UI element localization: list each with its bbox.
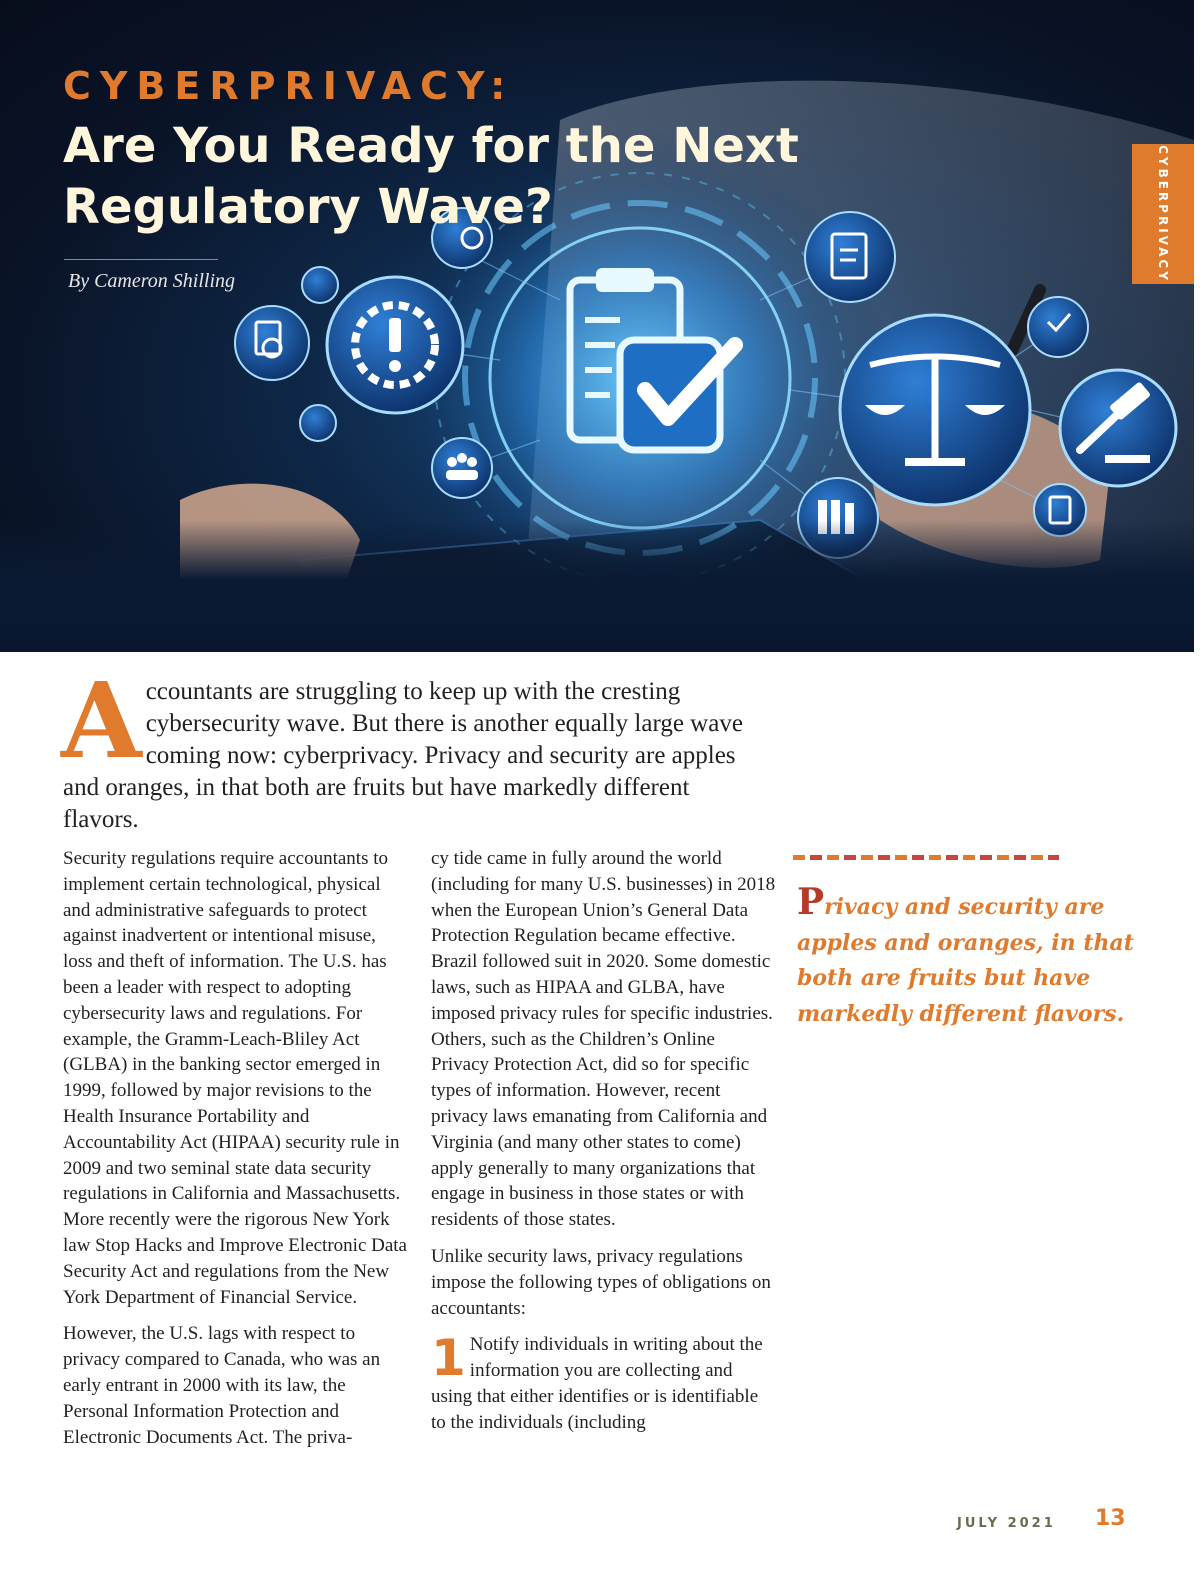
byline-divider — [64, 259, 218, 260]
lead-dropcap: A — [61, 659, 142, 782]
item-text: Notify individuals in writing about the information you are collecting and using that either identifies or is identifiable to the individuals (including — [431, 1334, 763, 1433]
hero-image — [0, 0, 1194, 652]
city-lights — [0, 520, 1194, 652]
lead-paragraph — [61, 659, 753, 836]
body-paragraph: Unlike security laws, privacy regulations impose the following types of obligations on accountants: — [431, 1245, 771, 1319]
pull-quote-cap: P — [797, 881, 825, 923]
gavel-icon — [1060, 370, 1176, 486]
article-kicker: CYBERPRIVACY: — [63, 64, 515, 108]
section-tab-label: CYBERPRIVACY — [1156, 145, 1170, 283]
byline: By Cameron Shilling — [68, 270, 236, 292]
section-tab — [1132, 144, 1194, 284]
hand-check-icon — [1028, 297, 1088, 357]
body-column-1 — [63, 846, 409, 1461]
article-headline: Are You Ready for the Next Regulatory Wave? — [63, 118, 799, 235]
gear-alert-icon — [327, 277, 463, 413]
shield-check-icon — [302, 267, 338, 303]
pull-quote-text: rivacy and security are apples and oranges, in that both are fruits but have markedly different flavors. — [797, 894, 1134, 1027]
checklist-icon — [300, 405, 336, 441]
item-number: 1 — [431, 1329, 466, 1388]
pull-quote — [797, 881, 1137, 1032]
page-number: 13 — [1095, 1506, 1126, 1531]
numbered-item — [431, 1329, 777, 1435]
document-search-icon — [235, 306, 309, 380]
pull-quote-divider — [793, 855, 1059, 860]
issue-date: JULY 2021 — [957, 1516, 1056, 1531]
body-paragraph: Security regulations require accountants to implement certain technological, physical and administrative safeguards to protect against inadvertent or intentional misuse, loss and theft of information. The U.S. has been a leader with respect to adopting cybersecurity laws and regulations. For example, the Gramm-Leach-Bliley Act (GLBA) in the banking sector emerged in 1999, followed by major revisions to the Health Insurance Portability and Accountability Act (HIPAA) security rule in 2009 and two seminal state data security regulations in California and Massachusetts. More recently were the rigorous New York law Stop Hacks and Improve Electronic Data Security Act and regulations from the New York Department of Financial Service. — [63, 848, 407, 1308]
body-column-2 — [431, 846, 777, 1447]
body-paragraph: cy tide came in fully around the world (including for many U.S. businesses) in 2018 when the European Union’s General Data Protection Regulation became effective. Brazil followed suit in 2020. Some domestic laws, such as HIPAA and GLBA, have imposed privacy rules for specific industries. Others, such as the Children’s Online Privacy Protection Act, did so for specific types of information. However, recent privacy laws emanating from California and Virginia (and many other states to come) apply generally to many organizations that engage in business in those states or with residents of those states. — [431, 848, 776, 1231]
scales-of-justice-icon — [840, 315, 1030, 505]
lead-text: ccountants are struggling to keep up with the cresting cybersecurity wave. But there is another equally large wave coming now: cyberprivacy. Privacy and security are apples and oranges, in that both are fruits but have markedly different flavors. — [63, 678, 743, 833]
body-paragraph: However, the U.S. lags with respect to privacy compared to Canada, who was an early entrant in 2000 with its law, the Personal Information Protection and Electronic Documents Act. The priva- — [63, 1323, 381, 1448]
people-group-icon — [432, 438, 492, 498]
